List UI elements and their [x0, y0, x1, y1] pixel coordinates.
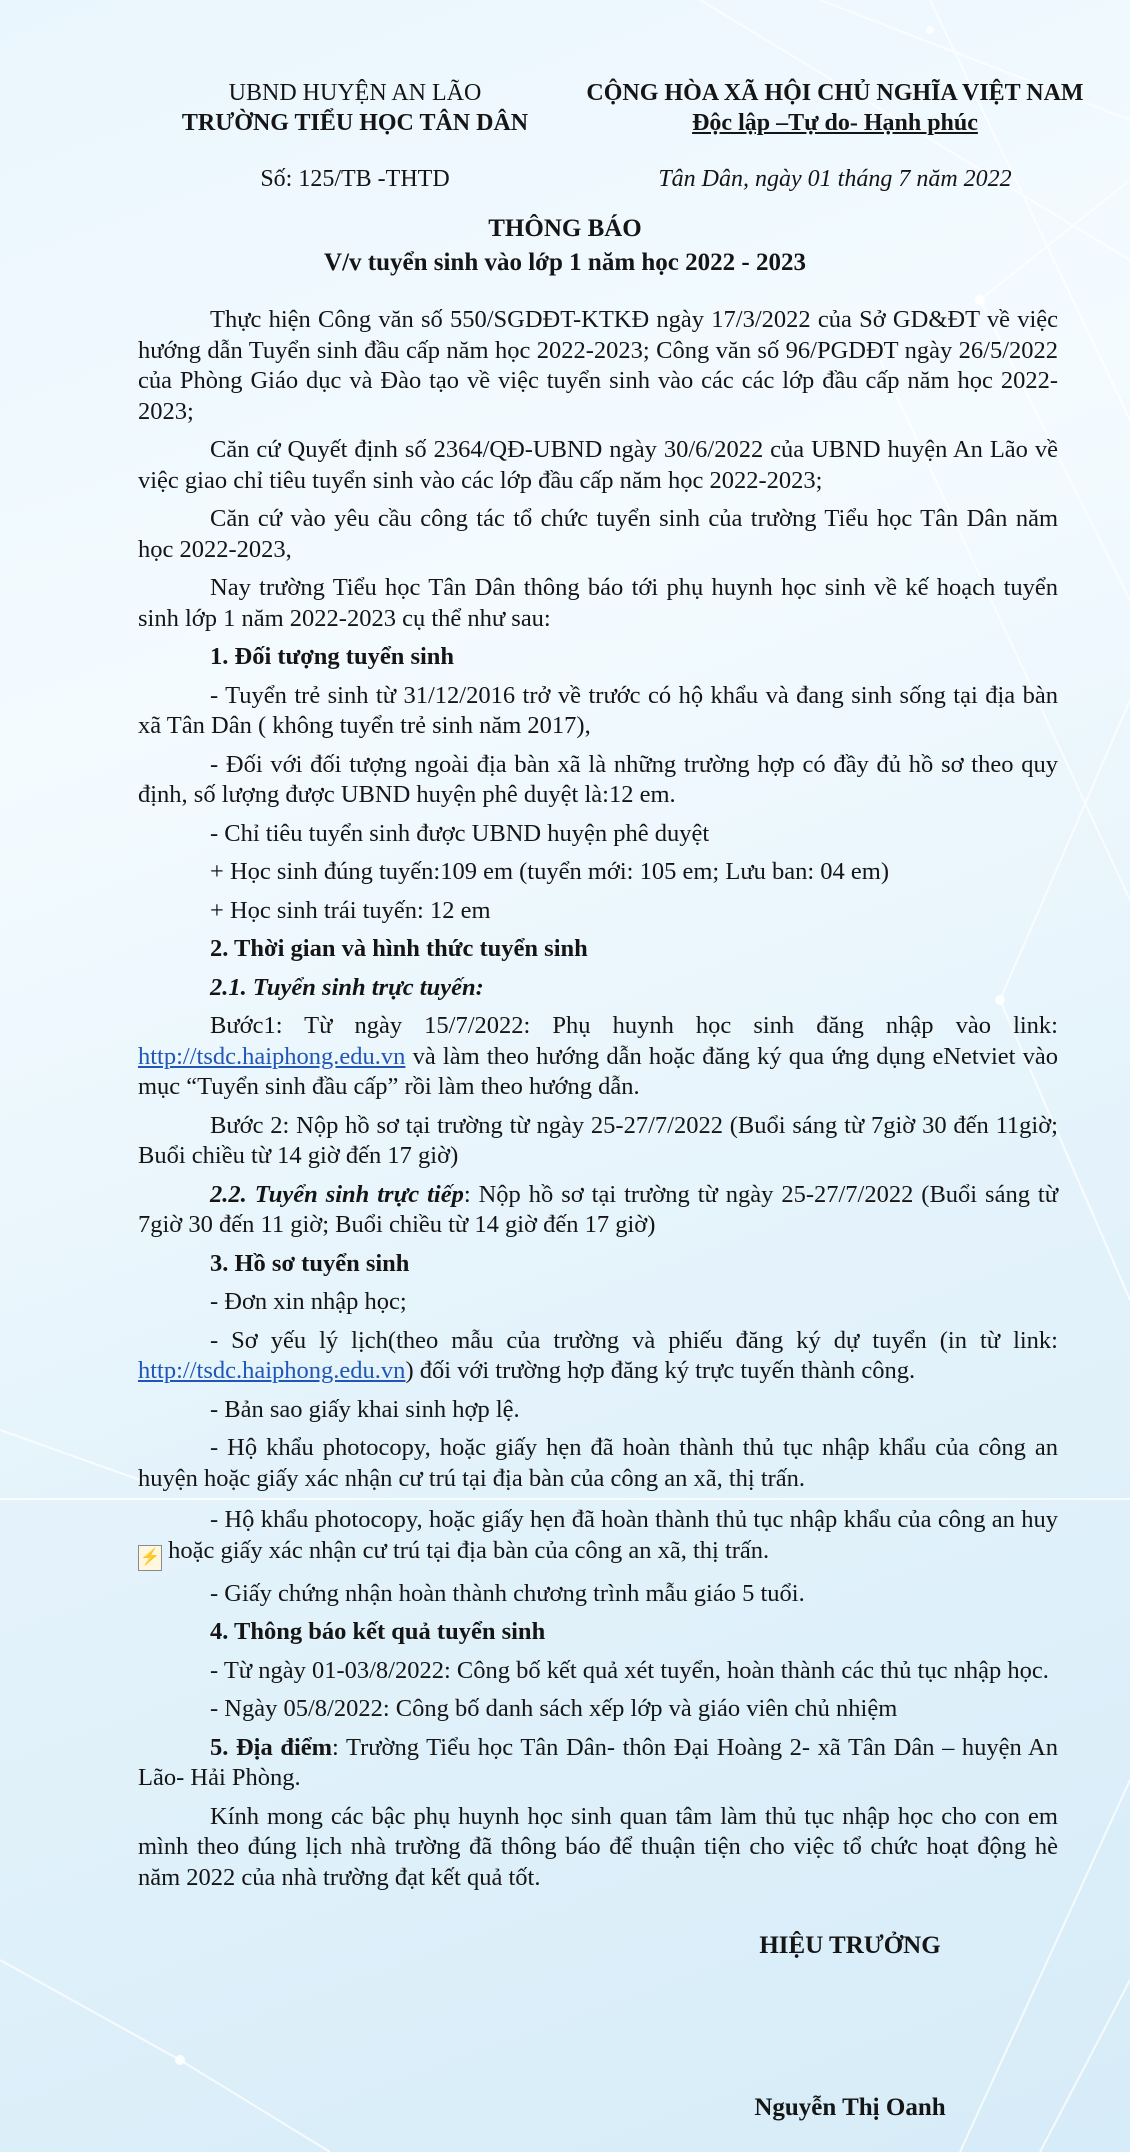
- section-heading-3: 3. Hồ sơ tuyển sinh: [210, 1249, 410, 1277]
- section-heading-2: 2. Thời gian và hình thức tuyển sinh: [210, 935, 588, 962]
- list-item: - Hộ khẩu photocopy, hoặc giấy hẹn đã hoàn thành thủ tục nhập khẩu của công an huyện hoặc giấy xác nhận cư trú tại địa bàn của công an xã, thị trấn.: [138, 1434, 1058, 1492]
- location-text: : Trường Tiểu học Tân Dân- thôn Đại Hoàng 2- xã Tân Dân – huyện An Lão- Hải Phòng.: [138, 1733, 1058, 1791]
- national-header: [570, 78, 1100, 194]
- list-item: - Bản sao giấy khai sinh hợp lệ.: [210, 1395, 520, 1423]
- step-1: [138, 1011, 1058, 1103]
- list-item: + Học sinh trái tuyến: 12 em: [210, 896, 491, 924]
- signer-title: HIỆU TRƯỞNG: [759, 1932, 941, 1959]
- closing-paragraph: Kính mong các bậc phụ huynh học sinh quan tâm làm thủ tục nhập học cho con em mình theo đúng lịch nhà trường đã thông báo để thuận tiện cho việc tổ chức hoạt động hè năm 2022 của nhà trường đạt kết quả tốt.: [138, 1802, 1058, 1891]
- paragraph: Thực hiện Công văn số 550/SGDĐT-KTKĐ ngày 17/3/2022 của Sở GD&ĐT về việc hướng dẫn Tuyển sinh đầu cấp năm học 2022-2023; Công văn số 96/PGDĐT ngày 26/5/2022 của Phòng Giáo dục và Đào tạo về việc tuyển sinh vào các các lớp đầu cấp năm học 2022-2023;: [138, 306, 1058, 425]
- paragraph: Căn cứ vào yêu cầu công tác tổ chức tuyển sinh của trường Tiểu học Tân Dân năm học 2022-2023,: [138, 505, 1058, 563]
- section-heading-5: 5. Địa điểm: [210, 1733, 333, 1761]
- list-item-text-rest: hoặc giấy xác nhận cư trú tại địa bàn của công an xã, thị trấn.: [162, 1536, 770, 1564]
- list-item: [138, 1505, 1058, 1571]
- list-item: - Ngày 05/8/2022: Công bố danh sách xếp lớp và giáo viên chủ nhiệm: [210, 1695, 898, 1722]
- country-name: CỘNG HÒA XÃ HỘI CHỦ NGHĨA VIỆT NAM: [586, 80, 1084, 106]
- direct-enrollment-text: : Nộp hồ sơ tại trường từ ngày 25-27/7/2022 (Buổi sáng từ 7giờ 30 đến 11 giờ; Buổi chiều từ 14 giờ đến 17 giờ): [138, 1180, 1059, 1238]
- issuer-header: [150, 78, 560, 194]
- paragraph: Căn cứ Quyết định số 2364/QĐ-UBND ngày 30/6/2022 của UBND huyện An Lão về việc giao chỉ tiêu tuyển sinh vào các lớp đầu cấp năm học 2022-2023;: [138, 436, 1058, 494]
- broken-glyph-icon: ⚡: [138, 1545, 162, 1571]
- direct-enrollment: [138, 1180, 1058, 1241]
- subsection-heading-2-1: 2.1. Tuyển sinh trực tuyến:: [210, 973, 484, 1001]
- step-1-text-rest: và làm theo hướng dẫn hoặc đăng ký qua ứng dụng eNetviet vào mục “Tuyển sinh đầu cấp” rồi làm theo hướng dẫn.: [138, 1042, 1058, 1100]
- list-item-text-rest: ) đối với trường hợp đăng ký trực tuyến thành công.: [405, 1357, 916, 1384]
- place-date: Tân Dân, ngày 01 tháng 7 năm 2022: [658, 166, 1012, 192]
- section-heading-4: 4. Thông báo kết quả tuyển sinh: [210, 1618, 546, 1645]
- page-seam-divider: [0, 1498, 1130, 1500]
- org-school: TRƯỜNG TIỂU HỌC TÂN DÂN: [181, 110, 529, 136]
- list-item: - Chỉ tiêu tuyển sinh được UBND huyện phê duyệt: [210, 819, 710, 847]
- registration-link[interactable]: http://tsdc.haiphong.edu.vn: [138, 1042, 406, 1070]
- subsection-heading-2-2: 2.2. Tuyển sinh trực tiếp: [210, 1180, 464, 1208]
- location-paragraph: [138, 1733, 1058, 1794]
- doc-subject: V/v tuyển sinh vào lớp 1 năm học 2022 - 2023: [324, 249, 806, 276]
- doc-title: THÔNG BÁO: [488, 215, 642, 242]
- list-item: - Tuyển trẻ sinh từ 31/12/2016 trở về trước có hộ khẩu và đang sinh sống tại địa bàn xã Tân Dân ( không tuyển trẻ sinh năm 2017),: [138, 681, 1058, 739]
- notice-body-part2: [138, 1505, 1058, 1901]
- list-item-text: - Hộ khẩu photocopy, hoặc giấy hẹn đã hoàn thành thủ tục nhập khẩu của công an huy: [210, 1506, 1058, 1533]
- list-item-text: - Sơ yếu lý lịch(theo mẫu của trường và phiếu đăng ký dự tuyển (in từ link:: [210, 1326, 1058, 1354]
- signer-name: Nguyễn Thị Oanh: [754, 2094, 946, 2121]
- org-parent: UBND HUYỆN AN LÃO: [228, 80, 482, 106]
- list-item: - Giấy chứng nhận hoàn thành chương trình mẫu giáo 5 tuổi.: [210, 1579, 805, 1607]
- list-item: - Từ ngày 01-03/8/2022: Công bố kết quả xét tuyển, hoàn thành các thủ tục nhập học.: [210, 1656, 1049, 1684]
- paragraph: Nay trường Tiểu học Tân Dân thông báo tới phụ huynh học sinh về kế hoạch tuyển sinh lớp 1 năm 2022-2023 cụ thể như sau:: [138, 574, 1058, 632]
- notice-body-part1: [138, 305, 1058, 1502]
- registration-link-2[interactable]: http://tsdc.haiphong.edu.vn: [138, 1357, 406, 1384]
- doc-number: Số: 125/TB -THTD: [260, 166, 450, 192]
- section-heading-1: 1. Đối tượng tuyển sinh: [210, 643, 455, 670]
- list-item: [138, 1326, 1058, 1387]
- step-1-text: Bước1: Từ ngày 15/7/2022: Phụ huynh học sinh đăng nhập vào link:: [210, 1012, 1058, 1039]
- list-item: - Đơn xin nhập học;: [210, 1288, 407, 1315]
- list-item: + Học sinh đúng tuyến:109 em (tuyển mới: 105 em; Lưu ban: 04 em): [210, 858, 889, 885]
- national-motto: Độc lập –Tự do- Hạnh phúc: [692, 110, 978, 136]
- list-item: - Đối với đối tượng ngoài địa bàn xã là những trường hợp có đầy đủ hồ sơ theo quy định, số lượng được UBND huyện phê duyệt là:12 em.: [138, 750, 1058, 808]
- step-2: Bước 2: Nộp hồ sơ tại trường từ ngày 25-27/7/2022 (Buổi sáng từ 7giờ 30 đến 11giờ; Buổi chiều từ 14 giờ đến 17 giờ): [138, 1111, 1058, 1169]
- title-block: [0, 212, 1130, 280]
